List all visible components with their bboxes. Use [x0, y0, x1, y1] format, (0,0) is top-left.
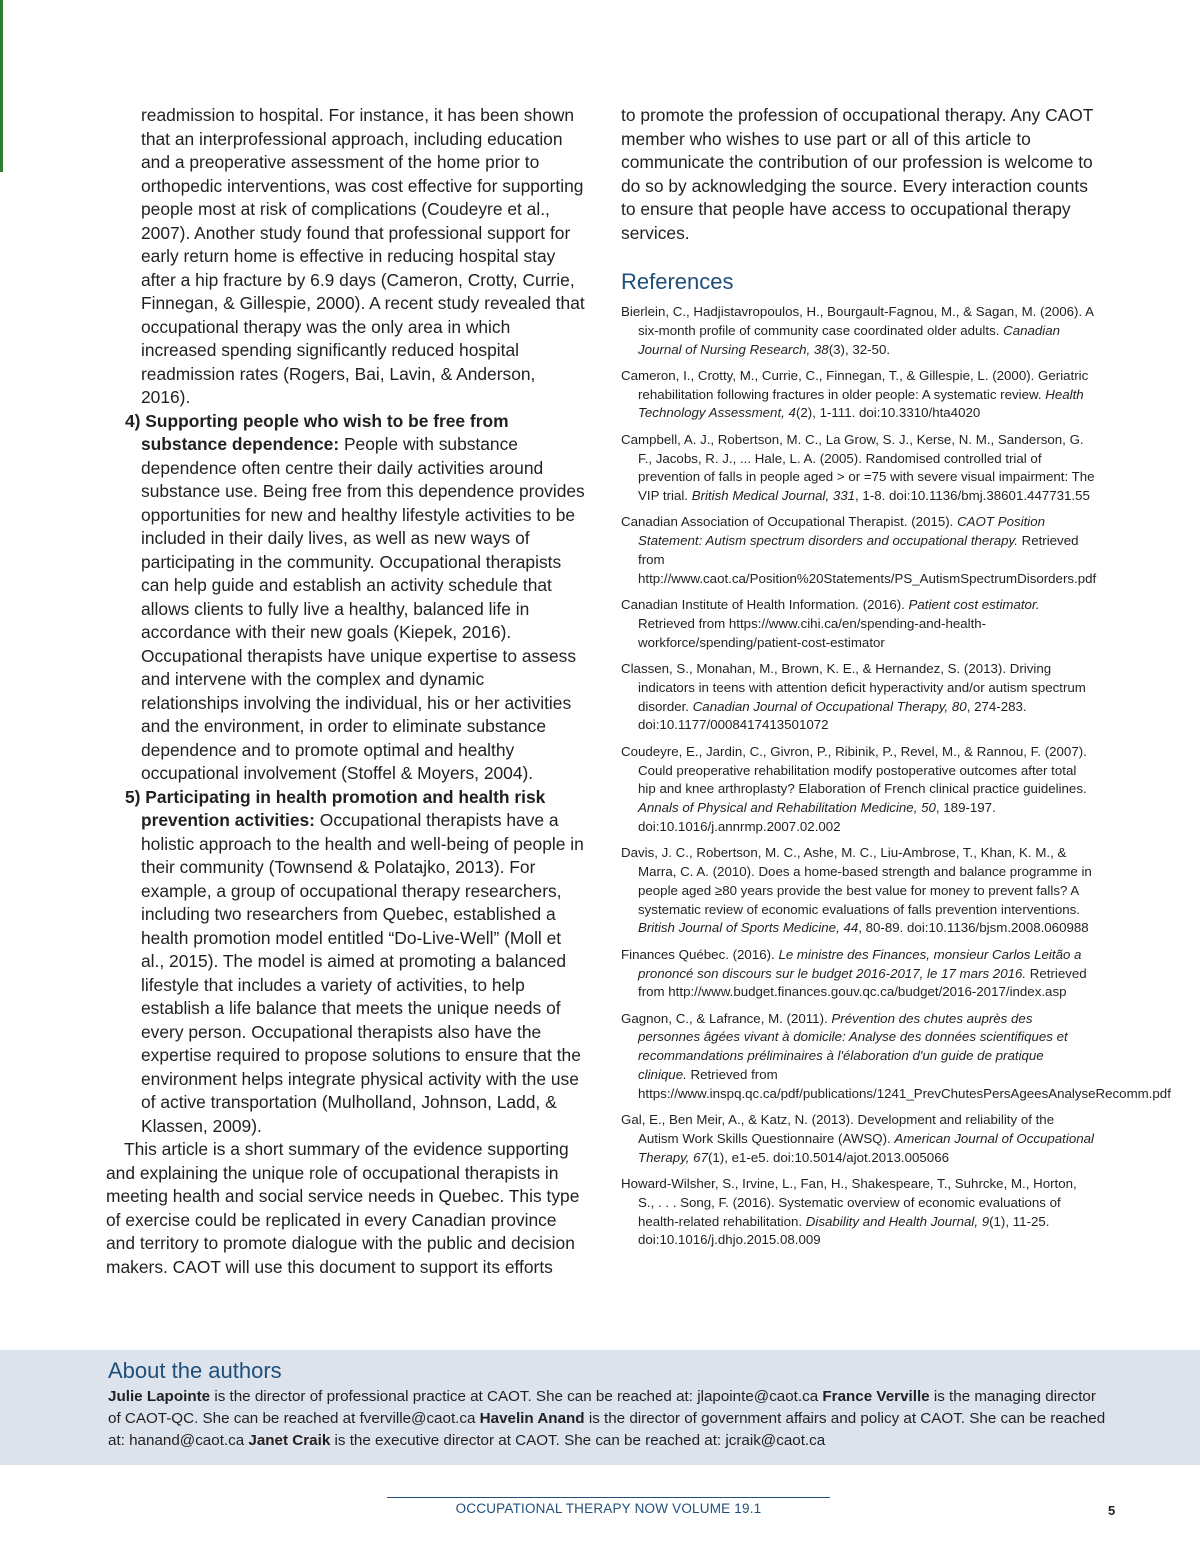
reference-entry: [621, 1111, 1095, 1167]
continuation-paragraph: to promote the profession of occupational therapy. Any CAOT member who wishes to use part or all of this article to communicate the contribution of our profession is welcome to do so by acknowledging the source. Every interaction counts to ensure that people have access to occupational therapy services.: [621, 105, 1094, 243]
references-heading: References: [621, 269, 734, 294]
about-authors-box: [0, 1350, 1200, 1465]
reference-text: Finances Québec. (2016).: [621, 946, 779, 962]
reference-source: Disability and Health Journal, 9: [805, 1213, 990, 1229]
reference-entry: [621, 946, 1095, 1002]
reference-entry: [621, 596, 1095, 652]
reference-source: British Medical Journal, 331: [691, 488, 856, 504]
reference-entry: [621, 367, 1095, 423]
list-item-4-text: People with substance dependence often centre their daily activities around substance use. Being free from this dependence provides opportunities for new and healthy lifestyle activities to be included in their daily lives, as well as new ways of participating in the community. Occupational therapists can help guide and establish an activity schedule that allows clients to fully live a healthy, balanced life in accordance with their new goals (Kiepek, 2016). Occupational therapists have unique expertise to assess and intervene with the complex and dynamic relationships involving the individual, his or her activities and the environment, in order to eliminate substance dependence and to promote optimal and healthy occupational involvement (Stoffel & Moyers, 2004).: [141, 434, 585, 783]
reference-details: (1), e1-e5. doi:10.5014/ajot.2013.005066: [707, 1149, 949, 1165]
author-name-2: France Verville: [822, 1388, 930, 1405]
reference-source: Health Technology Assessment, 4: [638, 386, 1084, 421]
list-item-5: [106, 786, 586, 1139]
list-item-5-text: Occupational therapists have a holistic approach to the health and well-being of people in their community (Townsend & Polatajko, 2013). For example, a group of occupational therapy researchers, including two researchers from Quebec, established a health promotion model entitled “Do-Live-Well” (Moll et al., 2015). The model is aimed at promoting a balanced lifestyle that includes a variety of activities, to help establish a life balance that meets the unique needs of every person. Occupational therapists also have the expertise required to propose solutions to ensure that the environment helps integrate physical activity with the use of active transportation (Mulholland, Johnson, Ladd, & Klassen, 2009).: [141, 810, 584, 1136]
reference-entry: [621, 660, 1095, 735]
reference-text: Classen, S., Monahan, M., Brown, K. E., & Hernandez, S. (2013). Driving indicators in teens with attention deficit hyperactivity and/or autism spectrum disorder.: [621, 661, 1086, 714]
reference-details: Retrieved from http://www.caot.ca/Position%20Statements/PS_AutismSpectrumDisorders.pdf: [638, 533, 1097, 586]
list-item-4-lead: 4) Supporting people who wish to be free from substance dependence:: [125, 410, 509, 454]
reference-text: Canadian Association of Occupational Therapist. (2015).: [621, 514, 958, 530]
edge-accent-bar: [0, 0, 3, 172]
footer-journal-title: OCCUPATIONAL THERAPY NOW VOLUME 19.1: [455, 1501, 762, 1516]
reference-source: American Journal of Occupational Therapy, 67: [638, 1130, 1094, 1165]
reference-source: Le ministre des Finances, monsieur Carlos Leitão a prononcé son discours sur le budget 2016-2017, le 17 mars 2016.: [638, 946, 1082, 981]
reference-entry: [621, 303, 1095, 359]
reference-source: Canadian Journal of Nursing Research, 38: [638, 322, 1061, 357]
reference-entry: [621, 1175, 1095, 1250]
reference-text: Bierlein, C., Hadjistavropoulos, H., Bourgault-Fagnou, M., & Sagan, M. (2006). A six-month profile of community case coordinated older adults.: [621, 304, 1094, 338]
list-item-5-lead: 5) Participating in health promotion and health risk prevention activities:: [125, 786, 546, 830]
reference-entry: [621, 1010, 1171, 1104]
reference-source: Prévention des chutes auprès des personnes âgées vivant à domicile: Analyse des données scientifiques et recommandations préliminaires à l'élaboration d'un guide de pratique clinique.: [638, 1010, 1068, 1082]
reference-details: (2), 1-111. doi:10.3310/hta4020: [795, 405, 981, 421]
reference-source: British Journal of Sports Medicine, 44: [638, 920, 859, 936]
reference-details: Retrieved from https://www.cihi.ca/en/spending-and-health-workforce/spending/patient-cost-estimator: [638, 615, 987, 650]
reference-entry: [621, 743, 1095, 837]
author-name-1: Julie Lapointe: [108, 1388, 211, 1405]
author-bio-3: is the director of government affairs and policy at CAOT. She can be reached at: hanand@caot.ca: [108, 1410, 1106, 1449]
reference-text: Canadian Institute of Health Information. (2016).: [621, 597, 909, 613]
list-item-4: [106, 410, 586, 786]
author-name-4: Janet Craik: [248, 1432, 331, 1449]
references-list: [621, 303, 1171, 1250]
reference-details: , 80-89. doi:10.1136/bjsm.2008.060988: [858, 920, 1089, 936]
reference-details: Retrieved from https://www.inspq.qc.ca/pdf/publications/1241_PrevChutesPersAgeesAnalyseRecomm.pdf: [638, 1066, 1171, 1101]
left-column: [106, 104, 586, 1279]
about-authors-text: [108, 1386, 1108, 1452]
reference-details: , 189-197. doi:10.1016/j.annrmp.2007.02.002: [638, 800, 996, 834]
reference-source: Patient cost estimator.: [908, 597, 1040, 613]
page-number: 5: [1108, 1503, 1116, 1518]
reference-entry: [621, 513, 1095, 588]
reference-details: (3), 32-50.: [828, 341, 891, 357]
reference-source: Canadian Journal of Occupational Therapy, 80: [692, 698, 967, 714]
reference-details: Retrieved from http://www.budget.finances.gouv.qc.ca/budget/2016-2017/index.asp: [638, 965, 1087, 1000]
intro-paragraph: readmission to hospital. For instance, it has been shown that an interprofessional approach, including education and a preoperative assessment of the home prior to orthopedic interventions, was cost effective for supporting people most at risk of complications (Coudeyre et al., 2007). Another study found that professional support for early return home is effective in reducing hospital stay after a hip fracture by 6.9 days (Cameron, Crotty, Currie, Finnegan, & Gillespie, 2000). A recent study revealed that occupational therapy was the only area in which increased spending significantly reduced hospital readmission rates (Rogers, Bai, Lavin, & Anderson, 2016).: [141, 105, 585, 407]
reference-details: , 1-8. doi:10.1136/bmj.38601.447731.55: [855, 488, 1090, 504]
author-name-3: Havelin Anand: [479, 1410, 585, 1427]
about-authors-heading: About the authors: [108, 1358, 282, 1383]
reference-source: Annals of Physical and Rehabilitation Medicine, 50: [638, 800, 936, 816]
footer-rule: [387, 1497, 830, 1498]
reference-text: Howard-Wilsher, S., Irvine, L., Fan, H., Shakespeare, T., Suhrcke, M., Horton, S., . . . Song, F. (2016). Systematic overview of economic evaluations of health-related rehabilitation.: [621, 1175, 1077, 1229]
reference-text: Coudeyre, E., Jardin, C., Givron, P., Ribinik, P., Revel, M., & Rannou, F. (2007). Could preoperative rehabilitation modify postoperative outcomes after total hip and knee arthroplasty? Elaboration of French clinical practice guidelines.: [621, 743, 1087, 797]
reference-entry: [621, 844, 1095, 938]
closing-paragraph: This article is a short summary of the evidence supporting and explaining the unique role of occupational therapists in meeting health and social service needs in Quebec. This type of exercise could be replicated in every Canadian province and territory to promote dialogue with the public and decision makers. CAOT will use this document to support its efforts: [106, 1139, 580, 1277]
reference-entry: [621, 431, 1095, 506]
reference-details: , 274-283. doi:10.1177/0008417413501072: [638, 698, 1027, 733]
reference-source: CAOT Position Statement: Autism spectrum disorders and occupational therapy.: [638, 514, 1046, 549]
reference-details: (1), 11-25. doi:10.1016/j.dhjo.2015.08.009: [638, 1213, 1050, 1248]
about-authors-content: [108, 1358, 1108, 1452]
author-bio-1: is the director of professional practice at CAOT. She can be reached at: jlapointe@caot.ca: [210, 1388, 823, 1405]
right-column: [621, 104, 1171, 1258]
reference-text: Campbell, A. J., Robertson, M. C., La Grow, S. J., Kerse, N. M., Sanderson, G. F., Jacobs, R. J., ... Hale, L. A. (2005). Randomised controlled trial of prevention of falls in people aged > or =75 with severe visual impairment: The VIP trial.: [621, 431, 1095, 504]
author-bio-2: is the managing director of CAOT-QC. She can be reached at fverville@caot.ca: [108, 1388, 1096, 1427]
reference-text: Cameron, I., Crotty, M., Currie, C., Finnegan, T., & Gillespie, L. (2000). Geriatric rehabilitation following fractures in older people: A systematic review.: [621, 367, 1089, 402]
reference-text: Gagnon, C., & Lafrance, M. (2011).: [621, 1010, 832, 1026]
reference-text: Gal, E., Ben Meir, A., & Katz, N. (2013). Development and reliability of the Autism Work Skills Questionnaire (AWSQ).: [621, 1112, 1055, 1146]
reference-text: Davis, J. C., Robertson, M. C., Ashe, M. C., Liu-Ambrose, T., Khan, K. M., & Marra, C. A. (2010). Does a home-based strength and balance programme in people aged ≥80 years provide the best value for money to prevent falls? A systematic review of economic evaluations of falls prevention interventions.: [621, 845, 1092, 917]
author-bio-4: is the executive director at CAOT. She can be reached at: jcraik@caot.ca: [330, 1432, 826, 1449]
